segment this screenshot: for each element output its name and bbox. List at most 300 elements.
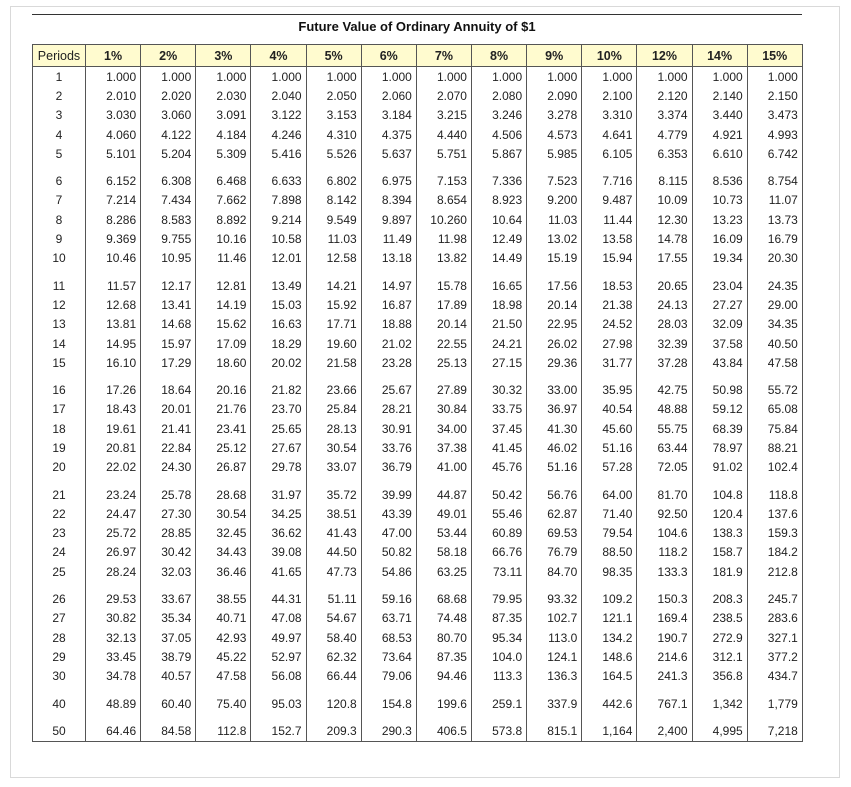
value-cell: 26.87 (196, 458, 251, 477)
value-cell: 22.02 (86, 458, 141, 477)
value-cell: 37.05 (141, 628, 196, 647)
rate-header: 6% (361, 45, 416, 67)
value-cell: 17.26 (86, 372, 141, 399)
value-cell: 133.3 (637, 562, 692, 581)
value-cell: 51.11 (306, 581, 361, 608)
period-cell: 28 (33, 628, 86, 647)
table-row (33, 268, 803, 295)
rate-header: 14% (692, 45, 747, 67)
table-row (33, 477, 803, 504)
value-cell: 41.30 (527, 419, 582, 438)
value-cell: 44.50 (306, 543, 361, 562)
table-row (33, 67, 803, 87)
value-cell: 23.66 (306, 372, 361, 399)
value-cell: 47.73 (306, 562, 361, 581)
value-cell: 10.64 (471, 210, 526, 229)
value-cell: 54.67 (306, 609, 361, 628)
value-cell: 12.01 (251, 249, 306, 268)
value-cell: 11.49 (361, 229, 416, 248)
value-cell: 52.97 (251, 647, 306, 666)
value-cell: 2.100 (582, 86, 637, 105)
period-cell: 9 (33, 229, 86, 248)
value-cell: 87.35 (416, 647, 471, 666)
value-cell: 28.21 (361, 400, 416, 419)
value-cell: 2.080 (471, 86, 526, 105)
value-cell: 245.7 (747, 581, 802, 608)
value-cell: 113.0 (527, 628, 582, 647)
value-cell: 20.30 (747, 249, 802, 268)
value-cell: 18.64 (141, 372, 196, 399)
value-cell: 8.754 (747, 163, 802, 190)
value-cell: 79.95 (471, 581, 526, 608)
value-cell: 43.84 (692, 353, 747, 372)
value-cell: 11.03 (306, 229, 361, 248)
period-cell: 30 (33, 667, 86, 686)
value-cell: 30.32 (471, 372, 526, 399)
value-cell: 50.98 (692, 372, 747, 399)
value-cell: 16.79 (747, 229, 802, 248)
value-cell: 10.73 (692, 191, 747, 210)
value-cell: 377.2 (747, 647, 802, 666)
value-cell: 5.751 (416, 144, 471, 163)
value-cell: 38.51 (306, 504, 361, 523)
value-cell: 30.42 (141, 543, 196, 562)
value-cell: 18.29 (251, 334, 306, 353)
value-cell: 73.11 (471, 562, 526, 581)
value-cell: 38.79 (141, 647, 196, 666)
value-cell: 3.374 (637, 106, 692, 125)
value-cell: 290.3 (361, 713, 416, 741)
value-cell: 5.309 (196, 144, 251, 163)
value-cell: 9.549 (306, 210, 361, 229)
value-cell: 93.32 (527, 581, 582, 608)
value-cell: 10.09 (637, 191, 692, 210)
value-cell: 34.43 (196, 543, 251, 562)
value-cell: 3.310 (582, 106, 637, 125)
value-cell: 1.000 (416, 67, 471, 87)
value-cell: 1,342 (692, 686, 747, 713)
value-cell: 120.8 (306, 686, 361, 713)
value-cell: 14.68 (141, 315, 196, 334)
value-cell: 8.536 (692, 163, 747, 190)
value-cell: 34.35 (747, 315, 802, 334)
period-cell: 13 (33, 315, 86, 334)
rate-header: 5% (306, 45, 361, 67)
value-cell: 148.6 (582, 647, 637, 666)
value-cell: 60.89 (471, 524, 526, 543)
value-cell: 13.58 (582, 229, 637, 248)
value-cell: 10.58 (251, 229, 306, 248)
value-cell: 1,164 (582, 713, 637, 741)
value-cell: 33.76 (361, 438, 416, 457)
value-cell: 4.184 (196, 125, 251, 144)
value-cell: 6.468 (196, 163, 251, 190)
value-cell: 33.75 (471, 400, 526, 419)
value-cell: 6.353 (637, 144, 692, 163)
value-cell: 26.97 (86, 543, 141, 562)
value-cell: 36.46 (196, 562, 251, 581)
header-row (33, 45, 803, 67)
value-cell: 18.98 (471, 295, 526, 314)
value-cell: 28.24 (86, 562, 141, 581)
value-cell: 47.58 (196, 667, 251, 686)
value-cell: 25.72 (86, 524, 141, 543)
value-cell: 6.610 (692, 144, 747, 163)
value-cell: 41.43 (306, 524, 361, 543)
value-cell: 124.1 (527, 647, 582, 666)
value-cell: 14.78 (637, 229, 692, 248)
value-cell: 49.97 (251, 628, 306, 647)
value-cell: 12.58 (306, 249, 361, 268)
value-cell: 109.2 (582, 581, 637, 608)
value-cell: 4.122 (141, 125, 196, 144)
value-cell: 27.98 (582, 334, 637, 353)
period-cell: 2 (33, 86, 86, 105)
value-cell: 60.40 (141, 686, 196, 713)
value-cell: 54.86 (361, 562, 416, 581)
value-cell: 68.53 (361, 628, 416, 647)
value-cell: 3.440 (692, 106, 747, 125)
value-cell: 7.336 (471, 163, 526, 190)
table-row (33, 647, 803, 666)
value-cell: 11.03 (527, 210, 582, 229)
table-row (33, 229, 803, 248)
value-cell: 25.13 (416, 353, 471, 372)
value-cell: 17.71 (306, 315, 361, 334)
value-cell: 68.68 (416, 581, 471, 608)
annuity-table (32, 44, 803, 742)
value-cell: 62.87 (527, 504, 582, 523)
value-cell: 47.58 (747, 353, 802, 372)
value-cell: 8.115 (637, 163, 692, 190)
value-cell: 118.2 (637, 543, 692, 562)
value-cell: 30.84 (416, 400, 471, 419)
table-row (33, 419, 803, 438)
value-cell: 10.16 (196, 229, 251, 248)
value-cell: 5.637 (361, 144, 416, 163)
value-cell: 56.08 (251, 667, 306, 686)
value-cell: 92.50 (637, 504, 692, 523)
value-cell: 102.4 (747, 458, 802, 477)
value-cell: 21.02 (361, 334, 416, 353)
period-cell: 16 (33, 372, 86, 399)
value-cell: 4.993 (747, 125, 802, 144)
value-cell: 406.5 (416, 713, 471, 741)
value-cell: 43.39 (361, 504, 416, 523)
value-cell: 4.440 (416, 125, 471, 144)
value-cell: 10.260 (416, 210, 471, 229)
value-cell: 50.82 (361, 543, 416, 562)
value-cell: 71.40 (582, 504, 637, 523)
period-cell: 40 (33, 686, 86, 713)
table-row (33, 125, 803, 144)
value-cell: 15.62 (196, 315, 251, 334)
value-cell: 72.05 (637, 458, 692, 477)
value-cell: 1.000 (747, 67, 802, 87)
value-cell: 3.278 (527, 106, 582, 125)
value-cell: 12.68 (86, 295, 141, 314)
value-cell: 7.153 (416, 163, 471, 190)
value-cell: 38.55 (196, 581, 251, 608)
period-cell: 24 (33, 543, 86, 562)
value-cell: 32.03 (141, 562, 196, 581)
value-cell: 66.76 (471, 543, 526, 562)
value-cell: 14.97 (361, 268, 416, 295)
period-cell: 6 (33, 163, 86, 190)
value-cell: 24.21 (471, 334, 526, 353)
period-cell: 25 (33, 562, 86, 581)
value-cell: 37.28 (637, 353, 692, 372)
value-cell: 21.50 (471, 315, 526, 334)
value-cell: 16.65 (471, 268, 526, 295)
value-cell: 21.41 (141, 419, 196, 438)
value-cell: 4.641 (582, 125, 637, 144)
value-cell: 80.70 (416, 628, 471, 647)
value-cell: 24.35 (747, 268, 802, 295)
value-cell: 65.08 (747, 400, 802, 419)
period-cell: 17 (33, 400, 86, 419)
period-cell: 14 (33, 334, 86, 353)
value-cell: 25.65 (251, 419, 306, 438)
value-cell: 13.23 (692, 210, 747, 229)
value-cell: 78.97 (692, 438, 747, 457)
value-cell: 13.81 (86, 315, 141, 334)
value-cell: 30.91 (361, 419, 416, 438)
value-cell: 23.41 (196, 419, 251, 438)
period-cell: 4 (33, 125, 86, 144)
value-cell: 40.54 (582, 400, 637, 419)
value-cell: 4.375 (361, 125, 416, 144)
value-cell: 36.62 (251, 524, 306, 543)
value-cell: 27.89 (416, 372, 471, 399)
value-cell: 14.21 (306, 268, 361, 295)
value-cell: 27.15 (471, 353, 526, 372)
period-cell: 15 (33, 353, 86, 372)
value-cell: 14.19 (196, 295, 251, 314)
period-cell: 5 (33, 144, 86, 163)
period-cell: 23 (33, 524, 86, 543)
value-cell: 19.60 (306, 334, 361, 353)
period-cell: 20 (33, 458, 86, 477)
value-cell: 209.3 (306, 713, 361, 741)
value-cell: 259.1 (471, 686, 526, 713)
value-cell: 20.02 (251, 353, 306, 372)
value-cell: 214.6 (637, 647, 692, 666)
period-cell: 26 (33, 581, 86, 608)
value-cell: 356.8 (692, 667, 747, 686)
period-cell: 21 (33, 477, 86, 504)
value-cell: 17.89 (416, 295, 471, 314)
value-cell: 327.1 (747, 628, 802, 647)
value-cell: 28.85 (141, 524, 196, 543)
value-cell: 190.7 (637, 628, 692, 647)
period-cell: 22 (33, 504, 86, 523)
value-cell: 4.573 (527, 125, 582, 144)
table-title: Future Value of Ordinary Annuity of $1 (298, 19, 536, 34)
value-cell: 23.70 (251, 400, 306, 419)
value-cell: 1.000 (527, 67, 582, 87)
value-cell: 5.416 (251, 144, 306, 163)
value-cell: 7.214 (86, 191, 141, 210)
value-cell: 16.63 (251, 315, 306, 334)
value-cell: 104.6 (637, 524, 692, 543)
value-cell: 2.050 (306, 86, 361, 105)
value-cell: 51.16 (582, 438, 637, 457)
value-cell: 63.71 (361, 609, 416, 628)
value-cell: 20.65 (637, 268, 692, 295)
value-cell: 28.13 (306, 419, 361, 438)
value-cell: 76.79 (527, 543, 582, 562)
value-cell: 12.17 (141, 268, 196, 295)
value-cell: 22.84 (141, 438, 196, 457)
table-row (33, 628, 803, 647)
value-cell: 6.105 (582, 144, 637, 163)
value-cell: 44.31 (251, 581, 306, 608)
period-cell: 7 (33, 191, 86, 210)
table-row (33, 334, 803, 353)
value-cell: 164.5 (582, 667, 637, 686)
value-cell: 55.75 (637, 419, 692, 438)
value-cell: 47.08 (251, 609, 306, 628)
value-cell: 32.45 (196, 524, 251, 543)
table-row (33, 249, 803, 268)
value-cell: 24.52 (582, 315, 637, 334)
table-row (33, 315, 803, 334)
table-row (33, 438, 803, 457)
value-cell: 75.84 (747, 419, 802, 438)
value-cell: 8.923 (471, 191, 526, 210)
table-row (33, 713, 803, 741)
value-cell: 15.97 (141, 334, 196, 353)
period-cell: 50 (33, 713, 86, 741)
period-cell: 12 (33, 295, 86, 314)
table-row (33, 524, 803, 543)
value-cell: 20.14 (416, 315, 471, 334)
value-cell: 20.81 (86, 438, 141, 457)
value-cell: 87.35 (471, 609, 526, 628)
value-cell: 12.81 (196, 268, 251, 295)
value-cell: 212.8 (747, 562, 802, 581)
value-cell: 2.020 (141, 86, 196, 105)
value-cell: 8.142 (306, 191, 361, 210)
value-cell: 208.3 (692, 581, 747, 608)
value-cell: 34.00 (416, 419, 471, 438)
period-cell: 29 (33, 647, 86, 666)
value-cell: 33.67 (141, 581, 196, 608)
table-row (33, 667, 803, 686)
value-cell: 33.45 (86, 647, 141, 666)
value-cell: 9.200 (527, 191, 582, 210)
value-cell: 1.000 (637, 67, 692, 87)
value-cell: 18.53 (582, 268, 637, 295)
value-cell: 32.13 (86, 628, 141, 647)
value-cell: 29.36 (527, 353, 582, 372)
period-cell: 10 (33, 249, 86, 268)
rate-header: 1% (86, 45, 141, 67)
value-cell: 46.02 (527, 438, 582, 457)
value-cell: 10.95 (141, 249, 196, 268)
value-cell: 15.78 (416, 268, 471, 295)
value-cell: 18.60 (196, 353, 251, 372)
value-cell: 10.46 (86, 249, 141, 268)
rate-header: 10% (582, 45, 637, 67)
value-cell: 37.58 (692, 334, 747, 353)
value-cell: 84.70 (527, 562, 582, 581)
value-cell: 36.79 (361, 458, 416, 477)
value-cell: 6.802 (306, 163, 361, 190)
value-cell: 11.57 (86, 268, 141, 295)
value-cell: 35.72 (306, 477, 361, 504)
value-cell: 112.8 (196, 713, 251, 741)
period-cell: 27 (33, 609, 86, 628)
value-cell: 13.49 (251, 268, 306, 295)
value-cell: 17.56 (527, 268, 582, 295)
value-cell: 9.487 (582, 191, 637, 210)
rate-header: 3% (196, 45, 251, 67)
value-cell: 45.22 (196, 647, 251, 666)
value-cell: 134.2 (582, 628, 637, 647)
value-cell: 20.16 (196, 372, 251, 399)
value-cell: 12.49 (471, 229, 526, 248)
rate-header: 7% (416, 45, 471, 67)
value-cell: 30.54 (306, 438, 361, 457)
value-cell: 21.76 (196, 400, 251, 419)
value-cell: 8.286 (86, 210, 141, 229)
value-cell: 3.030 (86, 106, 141, 125)
value-cell: 573.8 (471, 713, 526, 741)
value-cell: 13.82 (416, 249, 471, 268)
value-cell: 37.45 (471, 419, 526, 438)
period-cell: 18 (33, 419, 86, 438)
value-cell: 121.1 (582, 609, 637, 628)
value-cell: 4.779 (637, 125, 692, 144)
value-cell: 17.55 (637, 249, 692, 268)
value-cell: 102.7 (527, 609, 582, 628)
value-cell: 15.03 (251, 295, 306, 314)
value-cell: 11.44 (582, 210, 637, 229)
value-cell: 11.07 (747, 191, 802, 210)
value-cell: 24.30 (141, 458, 196, 477)
value-cell: 184.2 (747, 543, 802, 562)
value-cell: 22.55 (416, 334, 471, 353)
value-cell: 57.28 (582, 458, 637, 477)
value-cell: 1.000 (86, 67, 141, 87)
value-cell: 5.867 (471, 144, 526, 163)
value-cell: 33.07 (306, 458, 361, 477)
value-cell: 34.78 (86, 667, 141, 686)
table-row (33, 372, 803, 399)
value-cell: 16.87 (361, 295, 416, 314)
value-cell: 29.78 (251, 458, 306, 477)
table-row (33, 106, 803, 125)
table-row (33, 581, 803, 608)
value-cell: 59.12 (692, 400, 747, 419)
value-cell: 434.7 (747, 667, 802, 686)
value-cell: 5.526 (306, 144, 361, 163)
value-cell: 53.44 (416, 524, 471, 543)
value-cell: 1.000 (361, 67, 416, 87)
value-cell: 51.16 (527, 458, 582, 477)
value-cell: 19.61 (86, 419, 141, 438)
table-row (33, 353, 803, 372)
period-cell: 11 (33, 268, 86, 295)
value-cell: 26.02 (527, 334, 582, 353)
value-cell: 58.40 (306, 628, 361, 647)
value-cell: 6.975 (361, 163, 416, 190)
value-cell: 30.54 (196, 504, 251, 523)
value-cell: 15.92 (306, 295, 361, 314)
value-cell: 74.48 (416, 609, 471, 628)
